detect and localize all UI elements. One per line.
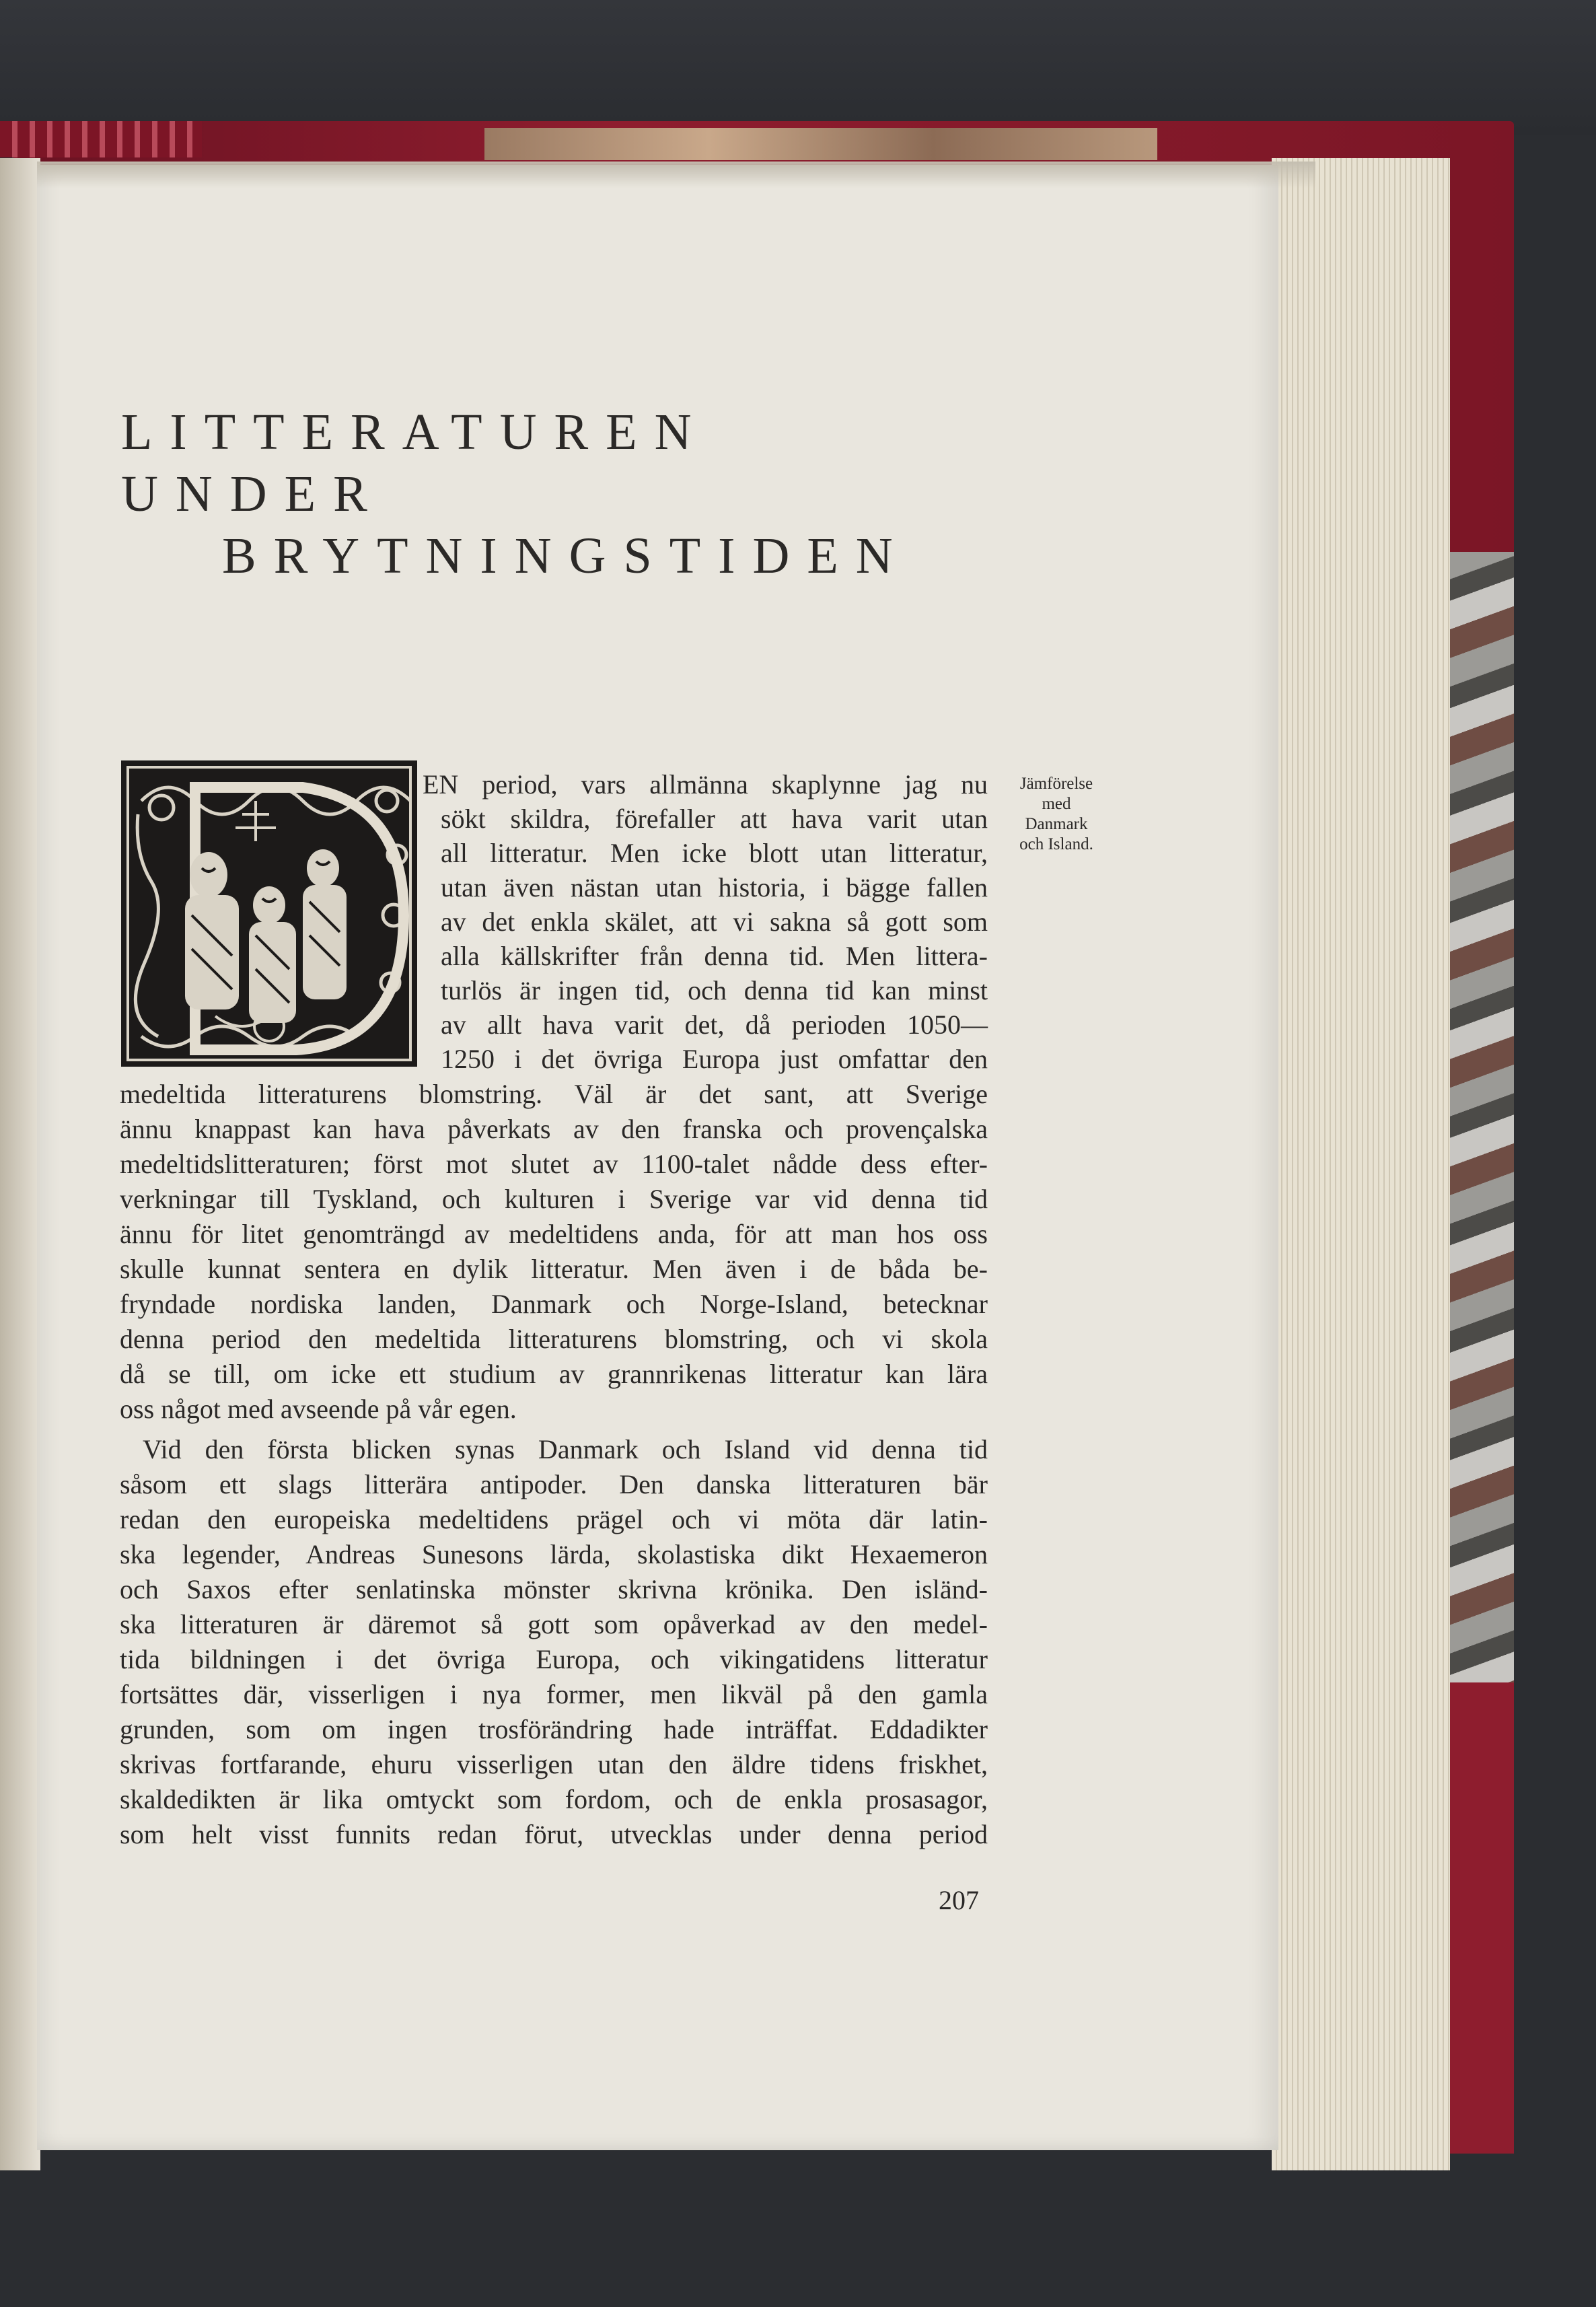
text-line: tida bildningen i det övriga Europa, och vikingatidens litteratur xyxy=(120,1644,988,1674)
text-line: av det enkla skälet, att vi sakna så gott som xyxy=(441,907,988,937)
text-line: då se till, om icke ett studium av grannrikenas litteratur kan lära xyxy=(120,1359,988,1389)
margin-note-line: och Island. xyxy=(1019,835,1093,853)
margin-note-line: Jämförelse xyxy=(1019,775,1093,793)
book-headband xyxy=(0,121,202,157)
text-line: all litteratur. Men icke blott utan litteratur, xyxy=(441,838,988,868)
text-line: redan den europeiska medeltidens prägel och vi möta där latin- xyxy=(120,1504,988,1534)
text-line: medeltida litteraturens blomstring. Väl är det sant, att Sverige xyxy=(120,1079,988,1109)
cover-corner xyxy=(1447,1682,1514,2154)
text-line: Vid den första blicken synas Danmark och Island vid denna tid xyxy=(143,1434,988,1464)
margin-note-line: Danmark xyxy=(1025,815,1088,833)
text-line: alla källskrifter från denna tid. Men littera- xyxy=(441,941,988,971)
text-line: ska legender, Andreas Sunesons lärda, skolastiska dikt Hexaemeron xyxy=(120,1539,988,1569)
text-line: utan även nästan utan historia, i bägge fallen xyxy=(441,872,988,902)
text-line: skaldedikten är lika omtyckt som fordom, och de enkla prosasagor, xyxy=(120,1784,988,1814)
page-edges xyxy=(1272,158,1450,2170)
chapter-title xyxy=(121,401,996,587)
text-line: skulle kunnat sentera en dylik litteratur. Men även i de båda be- xyxy=(120,1254,988,1284)
page-shadow xyxy=(37,162,1315,188)
text-line: som helt visst funnits redan förut, utvecklas under denna period xyxy=(120,1819,988,1849)
decorated-initial xyxy=(121,760,417,1067)
text-line: 1250 i det övriga Europa just omfattar den xyxy=(441,1044,988,1074)
text-line: fortsättes där, visserligen i nya former, men likväl på den gamla xyxy=(120,1679,988,1709)
margin-note-line: med xyxy=(1042,795,1071,813)
text-line: turlös är ingen tid, och denna tid kan minst xyxy=(441,975,988,1005)
text-line: denna period den medeltida litteraturens blomstring, och vi skola xyxy=(120,1324,988,1354)
text-line: ska litteraturen är däremot så gott som opåverkad av den medel- xyxy=(120,1609,988,1639)
margin-note xyxy=(999,774,1114,855)
text-line: grunden, som om ingen trosförändring hade inträffat. Eddadikter xyxy=(120,1714,988,1744)
text-line: såsom ett slags litterära antipoder. Den danska litteraturen bär xyxy=(120,1469,988,1499)
chapter-title-line-1: LITTERATUREN UNDER xyxy=(121,403,709,522)
text-line: skrivas fortfarande, ehuru visserligen utan den äldre tidens friskhet, xyxy=(120,1749,988,1779)
facing-page-edge xyxy=(0,158,40,2170)
text-line: fryndade nordiska landen, Danmark och Norge-Island, betecknar xyxy=(120,1289,988,1319)
text-line: oss något med avseende på vår egen. xyxy=(120,1394,517,1424)
text-line: av allt hava varit det, då perioden 1050— xyxy=(441,1009,988,1040)
text-line: medeltidslitteraturen; först mot slutet av 1100-talet nådde dess efter- xyxy=(120,1149,988,1179)
text-line: ännu knappast kan hava påverkats av den franska och provençalska xyxy=(120,1114,988,1144)
text-line: sökt skildra, förefaller att hava varit utan xyxy=(441,804,988,834)
text-line: ännu för litet genomträngd av medeltidens anda, för att man hos oss xyxy=(120,1219,988,1249)
text-line: verkningar till Tyskland, och kulturen i Sverige var vid denna tid xyxy=(120,1184,988,1214)
marbled-edge-top xyxy=(484,128,1157,160)
background xyxy=(0,0,1596,135)
chapter-title-line-2: BRYTNINGSTIDEN xyxy=(222,527,910,584)
page-number: 207 xyxy=(939,1885,979,1915)
text-line: och Saxos efter senlatinska mönster skrivna krönika. Den isländ- xyxy=(120,1574,988,1604)
text-line: EN period, vars allmänna skaplynne jag nu xyxy=(423,769,988,800)
